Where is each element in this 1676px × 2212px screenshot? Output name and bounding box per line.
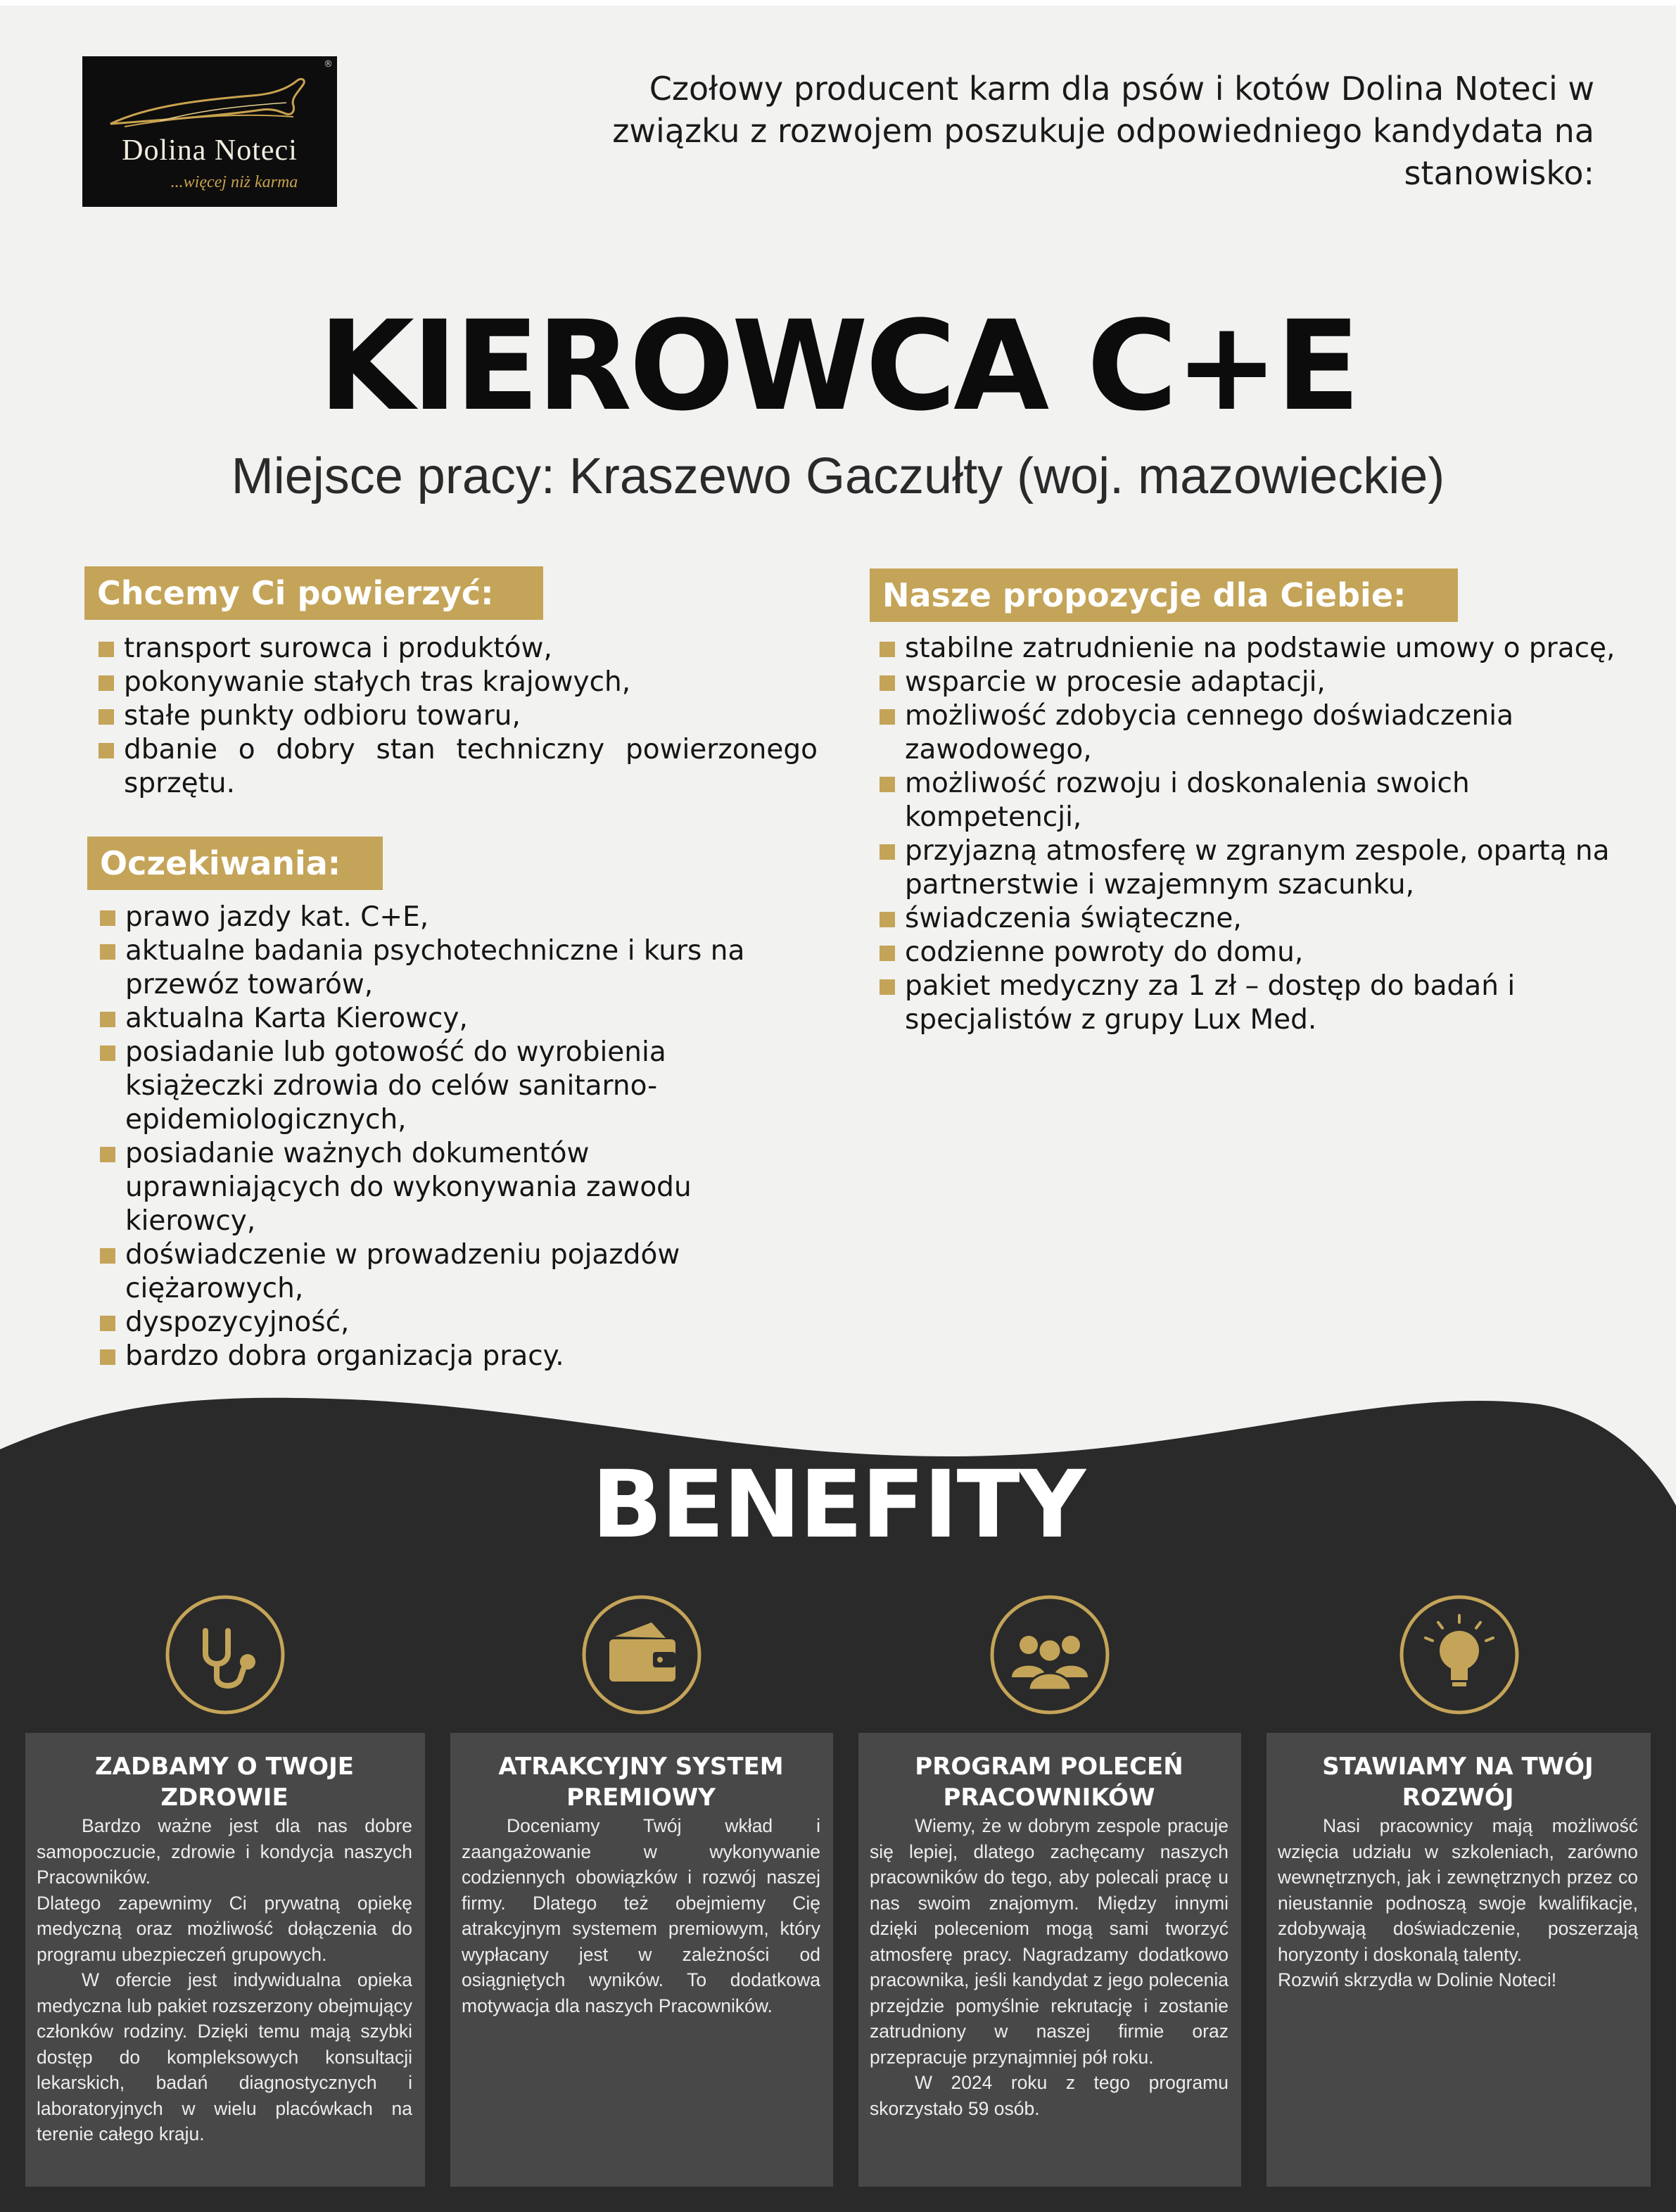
list-item: pakiet medyczny za 1 zł – dostęp do badań i specjalistów z grupy Lux Med. xyxy=(878,970,1652,1037)
bullet-icon xyxy=(100,1316,115,1331)
list-item: stałe punkty odbioru towaru, xyxy=(97,699,818,733)
card-title: STAWIAMY NA TWÓJ ROZWÓJ xyxy=(1322,1753,1594,1812)
card-title: ZADBAMY O TWOJE ZDROWIE xyxy=(95,1753,354,1812)
bullet-icon xyxy=(99,743,114,758)
duties-list xyxy=(97,632,818,801)
company-logo xyxy=(82,56,337,207)
list-item: wsparcie w procesie adaptacji, xyxy=(878,666,1652,699)
card-body: Doceniamy Twój wkład i zaangażowanie w wykonywanie codziennych obowiązków i rozwój naszej firmy. Dlatego też obejmiemy Cię atrakcyjnym systemem premiowym, który wypłacany jest w zależności od osiągniętych wyników. To dodatkowa motywacja dla naszych Pracowników. xyxy=(462,1815,820,2016)
list-item: dyspozycyjność, xyxy=(99,1306,753,1340)
list-item: prawo jazdy kat. C+E, xyxy=(99,901,753,934)
offer-list xyxy=(878,632,1652,1037)
bullet-icon xyxy=(100,1045,115,1061)
list-item: posiadanie ważnych dokumentów uprawniających do wykonywania zawodu kierowcy, xyxy=(99,1137,753,1238)
bullet-icon xyxy=(99,675,114,691)
duties-heading: Chcemy Ci powierzyć: xyxy=(84,566,543,620)
bullet-icon xyxy=(880,844,895,860)
benefit-card-health xyxy=(25,1733,425,2187)
offer-heading: Nasze propozycje dla Ciebie: xyxy=(870,568,1458,622)
bullet-icon xyxy=(100,1349,115,1365)
requirements-heading: Oczekiwania: xyxy=(87,837,383,890)
list-item: stabilne zatrudnienie na podstawie umowy o pracę, xyxy=(878,632,1652,666)
bullet-icon xyxy=(880,642,895,657)
list-item: doświadczenie w prowadzeniu pojazdów ciężarowych, xyxy=(99,1238,753,1306)
bullet-icon xyxy=(99,642,114,657)
logo-wordmark: Dolina Noteci xyxy=(122,134,298,167)
bullet-icon xyxy=(100,1147,115,1162)
bullet-icon xyxy=(880,946,895,961)
list-item: świadczenia świąteczne, xyxy=(878,902,1652,936)
card-title: PROGRAM POLECEŃ PRACOWNIKÓW xyxy=(915,1753,1183,1812)
bullet-icon xyxy=(880,777,895,792)
requirements-list xyxy=(99,901,753,1373)
bullet-icon xyxy=(880,709,895,725)
bullet-icon xyxy=(880,979,895,995)
card-body: Bardzo ważne jest dla nas dobre samopoczucie, zdrowie i kondycja naszych Pracowników. Dlatego zapewnimy Ci prywatną opiekę medyczną oraz możliwość dołączenia do programu ubezpieczeń grupowych. W ofercie jest indywidualna opieka medyczna lub pakiet rozszerzony obejmujący członków rodziny. Dzięki temu mają szybki dostęp do kompleksowych konsultacji lekarskich, badań diagnostycznych i laboratoryjnych w wielu placówkach na terenie całego kraju. xyxy=(37,1815,412,2144)
benefit-card-referral xyxy=(858,1733,1241,2187)
bullet-icon xyxy=(880,912,895,927)
job-location: Miejsce pracy: Kraszewo Gaczułty (woj. mazowieckie) xyxy=(231,448,1445,504)
list-item: możliwość rozwoju i doskonalenia swoich kompetencji, xyxy=(878,767,1652,834)
list-item: możliwość zdobycia cennego doświadczenia zawodowego, xyxy=(878,699,1652,767)
list-item: transport surowca i produktów, xyxy=(97,632,818,666)
bullet-icon xyxy=(100,1248,115,1264)
registered-mark: ® xyxy=(324,59,333,70)
list-item: bardzo dobra organizacja pracy. xyxy=(99,1340,753,1373)
bullet-icon xyxy=(100,1012,115,1027)
card-title: ATRAKCYJNY SYSTEM PREMIOWY xyxy=(498,1753,784,1812)
bullet-icon xyxy=(100,910,115,926)
benefit-card-development xyxy=(1266,1733,1651,2187)
list-item: pokonywanie stałych tras krajowych, xyxy=(97,666,818,699)
bullet-icon xyxy=(100,944,115,960)
list-item: posiadanie lub gotowość do wyrobienia książeczki zdrowia do celów sanitarno-epidemiologicznych, xyxy=(99,1036,753,1137)
benefit-card-bonus xyxy=(450,1733,833,2187)
lightbulb-icon xyxy=(1399,1594,1520,1715)
card-body: Nasi pracownicy mają możliwość wzięcia udziału w szkoleniach, zarówno wewnętrznych, jak i zewnętrznych przez co nieustannie podnoszą swoje kwalifikacje, zdobywają doświadczenie, poszerzają horyzonty i doskonalą talenty. Rozwiń skrzydła w Dolinie Noteci! xyxy=(1278,1815,1638,1990)
list-item: przyjazną atmosferę w zgranym zespole, opartą na partnerstwie i wzajemnym szacunku, xyxy=(878,834,1652,902)
bullet-icon xyxy=(99,709,114,725)
benefits-title: BENEFITY xyxy=(591,1451,1085,1559)
list-item: aktualne badania psychotechniczne i kurs na przewóz towarów, xyxy=(99,934,753,1002)
bullet-icon xyxy=(880,675,895,691)
list-item: codzienne powroty do domu, xyxy=(878,936,1652,970)
card-body: Wiemy, że w dobrym zespole pracuje się lepiej, dlatego zachęcamy naszych pracowników do tego, aby polecali pracę u nas swoim znajomym. Między innymi dzięki poleceniom mogą sami tworzyć atmosferę pracy. Nagradzamy dodatkowo pracownika, jeśli kandydat z jego polecenia przejdzie pomyślnie rekrutację i zostanie zatrudniony w naszej firmie oraz przepracuje przynajmniej pół roku. W 2024 roku z tego programu skorzystało 59 osób. xyxy=(870,1815,1229,2119)
intro-text: Czołowy producent karm dla psów i kotów Dolina Noteci w związku z rozwojem poszukuje odpowiedniego kandydata na stanowisko: xyxy=(612,70,1594,192)
logo-tagline: ...więcej niż karma xyxy=(170,173,298,191)
people-group-icon xyxy=(989,1594,1110,1715)
wallet-icon xyxy=(581,1594,702,1715)
list-item: aktualna Karta Kierowcy, xyxy=(99,1002,753,1036)
stethoscope-icon xyxy=(165,1594,286,1715)
job-title: KIEROWCA C+E xyxy=(318,294,1358,438)
list-item: dbanie o dobry stan techniczny powierzonego sprzętu. xyxy=(97,733,818,801)
